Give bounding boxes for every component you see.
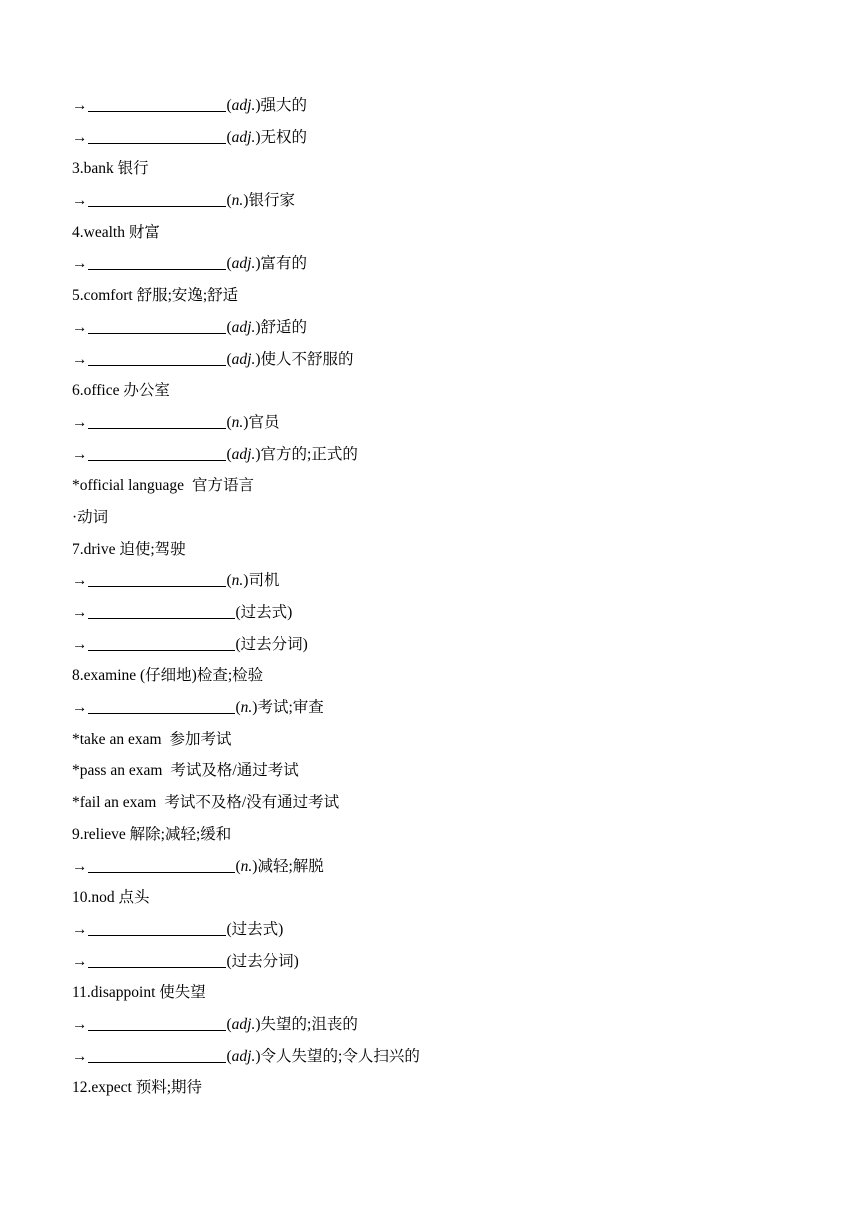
close-paren: )	[255, 128, 261, 146]
vocab-heading	[72, 280, 832, 312]
part-of-speech: adj.	[231, 350, 256, 368]
fill-blank-line	[72, 90, 832, 122]
fill-blank-line	[72, 597, 832, 629]
part-of-speech: n.	[240, 699, 253, 717]
part-of-speech: adj.	[231, 445, 256, 463]
fill-blank-line	[72, 851, 832, 883]
arrow-icon: →	[72, 255, 88, 273]
part-of-speech: n.	[231, 192, 244, 210]
answer-blank[interactable]	[88, 1061, 226, 1063]
phrase-english: *take an exam	[72, 730, 162, 748]
answer-blank[interactable]	[88, 205, 226, 207]
meaning-text: 强大的	[260, 97, 308, 114]
part-of-speech: n.	[231, 572, 244, 590]
fill-blank-line	[72, 122, 832, 154]
meaning-text: 考试;审查	[257, 699, 324, 717]
fill-blank-line	[72, 1041, 832, 1073]
vocab-heading-text: ·动词	[72, 508, 109, 526]
vocab-heading	[72, 1072, 832, 1104]
meaning-text: 无权的	[260, 128, 308, 146]
arrow-icon: →	[72, 318, 88, 336]
meaning-text: 减轻;解脱	[257, 857, 324, 875]
meaning-text: 富有的	[260, 255, 308, 273]
open-paren: (	[226, 1015, 232, 1033]
fill-blank-line	[72, 565, 832, 597]
close-paren: )	[255, 1015, 261, 1033]
vocab-heading-text: 11.disappoint 使失望	[72, 984, 206, 1002]
vocab-heading-text: 8.examine (仔细地)检查;检验	[72, 667, 264, 685]
vocab-heading	[72, 375, 832, 407]
answer-blank[interactable]	[88, 459, 226, 461]
arrow-icon: →	[72, 952, 88, 970]
vocab-heading	[72, 502, 832, 534]
close-paren: )	[255, 445, 261, 463]
meaning-text: (过去分词)	[235, 635, 308, 653]
meaning-text: 官方的;正式的	[260, 445, 358, 463]
meaning-text: 令人失望的;令人扫兴的	[260, 1047, 420, 1065]
phrase-chinese: 考试不及格/没有通过考试	[164, 794, 340, 812]
answer-blank[interactable]	[88, 268, 226, 270]
open-paren: (	[226, 128, 232, 146]
vocab-heading-text: 12.expect 预料;期待	[72, 1079, 203, 1097]
part-of-speech: n.	[240, 857, 253, 875]
part-of-speech: adj.	[231, 1047, 256, 1065]
open-paren: (	[226, 445, 232, 463]
vocab-heading	[72, 660, 832, 692]
vocab-heading	[72, 153, 832, 185]
open-paren: (	[226, 192, 232, 210]
phrase-line	[72, 787, 832, 819]
part-of-speech: adj.	[231, 318, 256, 336]
arrow-icon: →	[72, 413, 88, 431]
fill-blank-line	[72, 914, 832, 946]
meaning-text: 舒适的	[260, 318, 308, 336]
open-paren: (	[226, 255, 232, 273]
fill-blank-line	[72, 344, 832, 376]
close-paren: )	[255, 1047, 261, 1065]
open-paren: (	[226, 350, 232, 368]
vocab-heading-text: 7.drive 迫使;驾驶	[72, 540, 186, 558]
fill-blank-line	[72, 312, 832, 344]
fill-blank-line	[72, 185, 832, 217]
phrase-line	[72, 755, 832, 787]
part-of-speech: adj.	[231, 128, 256, 146]
close-paren: )	[255, 255, 261, 273]
vocab-heading	[72, 977, 832, 1009]
answer-blank[interactable]	[88, 364, 226, 366]
arrow-icon: →	[72, 128, 88, 146]
arrow-icon: →	[72, 699, 88, 717]
fill-blank-line	[72, 248, 832, 280]
arrow-icon: →	[72, 920, 88, 938]
part-of-speech: adj.	[231, 1015, 256, 1033]
close-paren: )	[252, 857, 258, 875]
meaning-text: (过去式)	[226, 920, 284, 938]
arrow-icon: →	[72, 1047, 88, 1065]
vocab-heading-text: 9.relieve 解除;减轻;缓和	[72, 825, 232, 843]
meaning-text: 失望的;沮丧的	[260, 1015, 358, 1033]
phrase-chinese: 参加考试	[169, 730, 232, 748]
meaning-text: (过去式)	[235, 604, 293, 621]
part-of-speech: adj.	[231, 97, 256, 114]
meaning-text: 司机	[248, 572, 280, 590]
answer-blank[interactable]	[88, 966, 226, 968]
meaning-text: 使人不舒服的	[260, 350, 354, 368]
arrow-icon: →	[72, 604, 88, 621]
open-paren: (	[226, 97, 232, 114]
answer-blank[interactable]	[88, 617, 235, 619]
phrase-english: *fail an exam	[72, 794, 157, 812]
arrow-icon: →	[72, 635, 88, 653]
phrase-chinese: 官方语言	[192, 477, 255, 495]
close-paren: )	[252, 699, 258, 717]
vocab-heading	[72, 819, 832, 851]
answer-blank[interactable]	[88, 427, 226, 429]
phrase-chinese: 考试及格/通过考试	[170, 762, 299, 780]
fill-blank-line	[72, 407, 832, 439]
fill-blank-line	[72, 692, 832, 724]
meaning-text: 银行家	[248, 192, 295, 210]
arrow-icon: →	[72, 445, 88, 463]
close-paren: )	[243, 572, 249, 590]
fill-blank-line	[72, 439, 832, 471]
answer-blank[interactable]	[88, 712, 235, 714]
vocab-heading-text: 5.comfort 舒服;安逸;舒适	[72, 287, 239, 305]
meaning-text: 官员	[248, 413, 280, 431]
open-paren: (	[226, 1047, 232, 1065]
fill-blank-line	[72, 629, 832, 661]
open-paren: (	[226, 572, 232, 590]
vocab-heading-text: 6.office 办公室	[72, 382, 170, 400]
vocab-heading-text: 4.wealth 财富	[72, 223, 160, 241]
answer-blank[interactable]	[88, 871, 235, 873]
answer-blank[interactable]	[88, 110, 226, 112]
close-paren: )	[243, 413, 249, 431]
open-paren: (	[235, 857, 241, 875]
answer-blank[interactable]	[88, 649, 235, 651]
close-paren: )	[255, 97, 261, 114]
part-of-speech: n.	[231, 413, 244, 431]
part-of-speech: adj.	[231, 255, 256, 273]
vocab-heading-text: 10.nod 点头	[72, 889, 150, 907]
worksheet-page	[72, 90, 832, 1104]
vocab-heading	[72, 882, 832, 914]
arrow-icon: →	[72, 350, 88, 368]
open-paren: (	[226, 318, 232, 336]
phrase-english: *pass an exam	[72, 762, 163, 780]
answer-blank[interactable]	[88, 585, 226, 587]
fill-blank-line	[72, 946, 832, 978]
close-paren: )	[255, 318, 261, 336]
arrow-icon: →	[72, 572, 88, 590]
phrase-line	[72, 470, 832, 502]
vocab-heading	[72, 534, 832, 566]
close-paren: )	[243, 192, 249, 210]
arrow-icon: →	[72, 1015, 88, 1033]
arrow-icon: →	[72, 192, 88, 210]
close-paren: )	[255, 350, 261, 368]
answer-blank[interactable]	[88, 332, 226, 334]
fill-blank-line	[72, 1009, 832, 1041]
phrase-english: *official language	[72, 477, 185, 495]
arrow-icon: →	[72, 97, 88, 114]
answer-blank[interactable]	[88, 142, 226, 144]
meaning-text: (过去分词)	[226, 952, 299, 970]
answer-blank[interactable]	[88, 934, 226, 936]
phrase-line	[72, 724, 832, 756]
vocab-heading-text: 3.bank 银行	[72, 160, 149, 178]
vocab-heading	[72, 217, 832, 249]
open-paren: (	[235, 699, 241, 717]
open-paren: (	[226, 413, 232, 431]
arrow-icon: →	[72, 857, 88, 875]
answer-blank[interactable]	[88, 1029, 226, 1031]
